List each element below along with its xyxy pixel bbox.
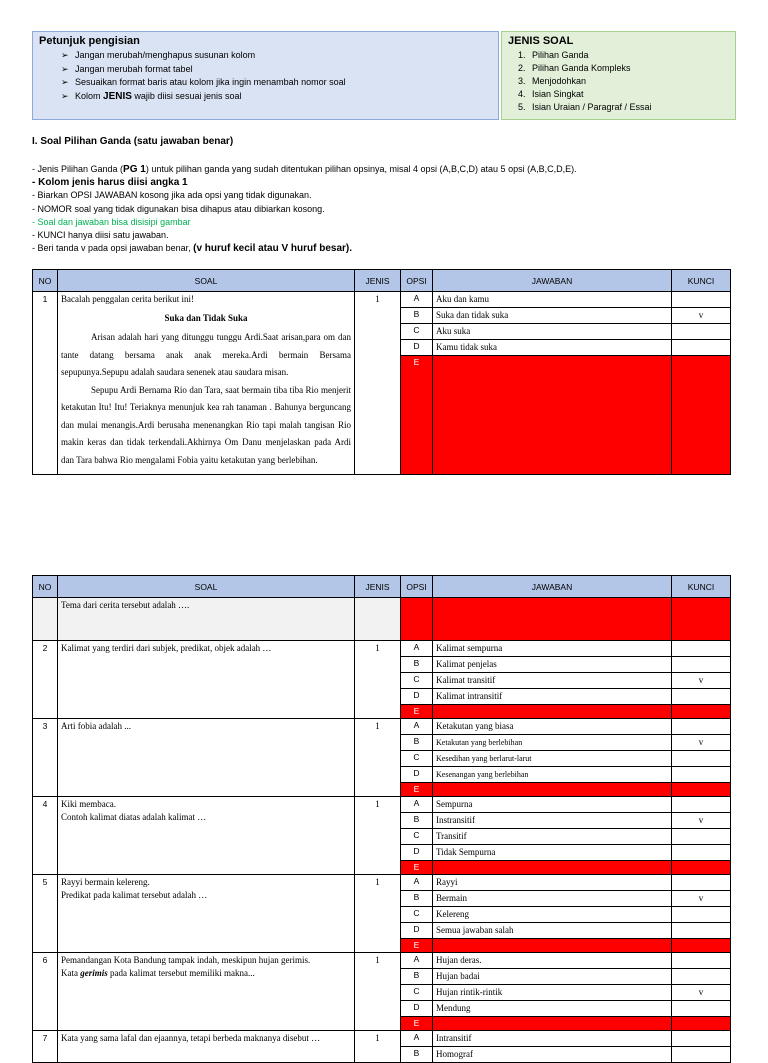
option-letter: C (401, 985, 433, 1001)
header-jawaban: JAWABAN (433, 576, 672, 598)
header-no: NO (33, 270, 58, 292)
table-row (33, 953, 731, 969)
option-answer[interactable]: Kesenangan yang berlebihan (433, 767, 672, 783)
arrow-bullet-icon: ➢ (61, 63, 69, 74)
instructions-box (32, 31, 499, 120)
question-text[interactable] (58, 953, 355, 1031)
option-letter: D (401, 845, 433, 861)
option-letter: C (401, 324, 433, 340)
note-line: - NOMOR soal yang tidak digunakan bisa dihapus atau dibiarkan kosong. (32, 203, 325, 214)
option-letter: A (401, 1031, 433, 1047)
option-answer[interactable]: Kalimat penjelas (433, 657, 672, 673)
option-answer[interactable]: Kesedihan yang berlarut-larut (433, 751, 672, 767)
header-jenis: JENIS (355, 270, 401, 292)
question-line: Kalimat yang terdiri dari subjek, predikat, objek adalah … (61, 643, 272, 653)
option-answer[interactable]: Bermain (433, 891, 672, 907)
question-table-2 (32, 575, 731, 1063)
question-text[interactable] (58, 292, 355, 475)
option-letter: E (401, 1017, 433, 1031)
option-key[interactable] (672, 1031, 731, 1047)
option-letter: B (401, 813, 433, 829)
question-number: 1 (33, 292, 58, 475)
option-answer[interactable]: Rayyi (433, 875, 672, 891)
question-number: 3 (33, 719, 58, 797)
option-key[interactable] (672, 340, 731, 356)
instruction-item: ➢ Sesuaikan format baris atau kolom jika ingin menambah nomor soal (61, 76, 492, 90)
story-title: Suka dan Tidak Suka (164, 313, 248, 323)
option-answer[interactable]: Kamu tidak suka (433, 340, 672, 356)
section-title: I. Soal Pilihan Ganda (satu jawaban benar) (32, 136, 234, 147)
question-type[interactable]: 1 (355, 875, 401, 953)
option-letter: E (401, 705, 433, 719)
option-answer[interactable]: Kalimat transitif (433, 673, 672, 689)
option-letter: D (401, 689, 433, 705)
arrow-bullet-icon: ➢ (61, 77, 69, 87)
question-table-1 (32, 269, 731, 475)
option-answer[interactable]: Semua jawaban salah (433, 923, 672, 939)
table-header-row (33, 576, 731, 598)
instruction-item: ➢ Kolom JENIS wajib diisi sesuai jenis soal (61, 90, 242, 102)
option-answer[interactable]: Aku suka (433, 324, 672, 340)
option-letter: B (401, 969, 433, 985)
option-answer[interactable]: Homograf (433, 1047, 672, 1063)
question-intro: Bacalah penggalan cerita berikut ini! (61, 294, 194, 304)
instruction-item: ➢ Jangan merubah format tabel (61, 63, 492, 77)
option-key-empty[interactable] (672, 783, 731, 797)
option-letter: C (401, 829, 433, 845)
option-key[interactable]: v (672, 735, 731, 751)
option-key-empty[interactable] (672, 1017, 731, 1031)
header-opsi: OPSI (401, 576, 433, 598)
option-answer[interactable]: Aku dan kamu (433, 292, 672, 308)
option-answer[interactable]: Kalimat intransitif (433, 689, 672, 705)
header-jenis: JENIS (355, 576, 401, 598)
option-answer[interactable]: Mendung (433, 1001, 672, 1017)
question-types-list (518, 49, 729, 114)
option-letter: C (401, 907, 433, 923)
question-number: 2 (33, 641, 58, 719)
question-type[interactable] (355, 598, 401, 641)
instructions-title: Petunjuk pengisian (39, 35, 140, 47)
question-text[interactable] (58, 875, 355, 953)
question-text[interactable] (58, 719, 355, 797)
option-key[interactable] (672, 324, 731, 340)
question-line: Contoh kalimat diatas adalah kalimat … (61, 812, 207, 822)
header-soal: SOAL (58, 270, 355, 292)
option-letter: D (401, 767, 433, 783)
option-answer-empty[interactable] (433, 939, 672, 953)
table-row (33, 598, 731, 641)
instruction-item: ➢ Jangan merubah/menghapus susunan kolom (61, 49, 492, 63)
question-text[interactable] (58, 1031, 355, 1063)
option-answer[interactable]: Sempurna (433, 797, 672, 813)
option-letter: E (401, 783, 433, 797)
question-line: Arti fobia adalah ... (61, 721, 131, 731)
option-key-empty[interactable] (672, 598, 731, 641)
header-kunci: KUNCI (672, 576, 731, 598)
option-letter: A (401, 641, 433, 657)
table-row (33, 875, 731, 891)
question-type[interactable]: 1 (355, 292, 401, 475)
option-key[interactable] (672, 657, 731, 673)
question-number: 4 (33, 797, 58, 875)
question-line: Kata yang sama lafal dan ejaannya, tetapi berbeda maknanya disebut … (61, 1033, 321, 1043)
question-text[interactable] (58, 641, 355, 719)
note-line: - Beri tanda v pada opsi jawaban benar, (v huruf kecil atau V huruf besar). (32, 243, 353, 255)
table-row (33, 1031, 731, 1047)
question-type[interactable]: 1 (355, 797, 401, 875)
option-letter: C (401, 673, 433, 689)
section-notes (32, 163, 732, 255)
question-type[interactable]: 1 (355, 1031, 401, 1063)
option-answer[interactable]: Hujan deras. (433, 953, 672, 969)
table-header-row (33, 270, 731, 292)
option-answer[interactable]: Hujan badai (433, 969, 672, 985)
option-answer[interactable]: Tidak Sempurna (433, 845, 672, 861)
table-row (33, 641, 731, 657)
note-line: - Biarkan OPSI JAWABAN kosong jika ada opsi yang tidak digunakan. (32, 190, 312, 201)
question-type-item: 3. Menjodohkan (518, 76, 587, 86)
question-type-item: 1. Pilihan Ganda (518, 50, 589, 60)
option-answer[interactable]: Instransitif (433, 813, 672, 829)
option-key[interactable] (672, 1001, 731, 1017)
option-letter: A (401, 292, 433, 308)
option-key[interactable] (672, 875, 731, 891)
option-letter: D (401, 340, 433, 356)
note-line: - Jenis Pilihan Ganda (PG 1) untuk pilihan ganda yang sudah ditentukan pilihan opsinya, misal 4 opsi (A,B,C,D) atau 5 opsi (A,B,C,D,E). (32, 164, 577, 175)
arrow-bullet-icon: ➢ (61, 90, 69, 101)
option-answer[interactable]: Transitif (433, 829, 672, 845)
question-type-item: 5. Isian Uraian / Paragraf / Essai (518, 102, 652, 112)
table-row (33, 797, 731, 813)
option-letter: D (401, 1001, 433, 1017)
header-jawaban: JAWABAN (433, 270, 672, 292)
option-key[interactable] (672, 829, 731, 845)
question-line: Predikat pada kalimat tersebut adalah … (61, 890, 208, 900)
option-key[interactable]: v (672, 673, 731, 689)
table-row (33, 292, 731, 308)
option-key[interactable]: v (672, 308, 731, 324)
question-line: Pemandangan Kota Bandung tampak indah, meskipun hujan gerimis. (61, 955, 311, 965)
question-type[interactable]: 1 (355, 953, 401, 1031)
question-line: Kata gerimis pada kalimat tersebut memiliki makna... (61, 968, 255, 978)
note-line: - Soal dan jawaban bisa disisipi gambar (32, 216, 191, 227)
option-answer-empty[interactable] (433, 356, 672, 475)
option-letter: B (401, 735, 433, 751)
option-letter: A (401, 797, 433, 813)
option-key[interactable] (672, 923, 731, 939)
option-answer[interactable]: Ketakutan yang berlebihan (433, 735, 672, 751)
option-key[interactable] (672, 689, 731, 705)
table-row (33, 719, 731, 735)
option-key[interactable] (672, 719, 731, 735)
option-answer[interactable]: Kelereng (433, 907, 672, 923)
question-line: Kiki membaca. (61, 799, 116, 809)
option-letter: E (401, 939, 433, 953)
option-key[interactable] (672, 953, 731, 969)
option-letter: B (401, 1047, 433, 1063)
option-key[interactable] (672, 751, 731, 767)
option-answer-empty[interactable] (433, 598, 672, 641)
option-key[interactable] (672, 907, 731, 923)
question-number: 5 (33, 875, 58, 953)
option-key[interactable]: v (672, 891, 731, 907)
option-letter: A (401, 719, 433, 735)
question-type-item: 4. Isian Singkat (518, 89, 584, 99)
option-key[interactable] (672, 767, 731, 783)
arrow-bullet-icon: ➢ (61, 50, 69, 60)
option-key[interactable] (672, 292, 731, 308)
option-key-empty[interactable] (672, 861, 731, 875)
option-key[interactable] (672, 969, 731, 985)
question-number: 6 (33, 953, 58, 1031)
header-soal: SOAL (58, 576, 355, 598)
question-number: 7 (33, 1031, 58, 1063)
option-letter: E (401, 356, 433, 475)
question-line: Rayyi bermain kelereng. (61, 877, 150, 887)
option-key[interactable]: v (672, 985, 731, 1001)
question-type[interactable]: 1 (355, 641, 401, 719)
option-letter-empty (401, 598, 433, 641)
question-type-item: 2. Pilihan Ganda Kompleks (518, 63, 631, 73)
option-letter: A (401, 953, 433, 969)
option-answer-empty[interactable] (433, 1017, 672, 1031)
option-key[interactable] (672, 641, 731, 657)
option-answer[interactable]: Kalimat sempurna (433, 641, 672, 657)
option-key[interactable] (672, 1047, 731, 1063)
option-answer[interactable]: Hujan rintik-rintik (433, 985, 672, 1001)
option-answer-empty[interactable] (433, 705, 672, 719)
option-letter: B (401, 891, 433, 907)
option-answer[interactable]: Ketakutan yang biasa (433, 719, 672, 735)
option-key[interactable] (672, 797, 731, 813)
header-kunci: KUNCI (672, 270, 731, 292)
option-letter: B (401, 657, 433, 673)
option-key-empty[interactable] (672, 939, 731, 953)
option-letter: A (401, 875, 433, 891)
question-number (33, 598, 58, 641)
option-letter: B (401, 308, 433, 324)
note-line: - KUNCI hanya diisi satu jawaban. (32, 230, 169, 241)
instructions-list (61, 49, 492, 103)
option-letter: E (401, 861, 433, 875)
option-letter: C (401, 751, 433, 767)
question-text[interactable]: Tema dari cerita tersebut adalah …. (58, 598, 355, 641)
option-answer[interactable]: Intransitif (433, 1031, 672, 1047)
question-types-title: JENIS SOAL (508, 35, 574, 47)
option-key[interactable]: v (672, 813, 731, 829)
option-answer[interactable]: Suka dan tidak suka (433, 308, 672, 324)
question-types-box (501, 31, 736, 120)
story-paragraph: Sepupu Ardi Bernama Rio dan Tara, saat bermain tiba tiba Rio menjerit ketakutan Itu! Itu! Teriaknya menunjuk kea rah tanaman . Bahunya berguncang dan mulai menangis.Ardi berusaha menenangkan Rio tapi malah tangisan Rio makin keras dan tidak terkendali.Akhirnya Om Danu menjelaskan pada Ardi dan Tara bahwa Rio mengalami Fobia yaitu ketakutan yang berlebihan. (61, 384, 351, 465)
option-letter: D (401, 923, 433, 939)
note-line: - Kolom jenis harus diisi angka 1 (32, 177, 188, 189)
story-paragraph: Arisan adalah hari yang ditunggu tunggu Ardi.Saat arisan,para om dan tante datang bersama anak anak mereka.Ardi bermain Bersama sepupunya.Sepupu adalah saudara senenek atau saudara misan. (61, 332, 351, 377)
option-answer-empty[interactable] (433, 783, 672, 797)
header-no: NO (33, 576, 58, 598)
question-type[interactable]: 1 (355, 719, 401, 797)
header-opsi: OPSI (401, 270, 433, 292)
option-key-empty[interactable] (672, 356, 731, 475)
option-key[interactable] (672, 845, 731, 861)
option-answer-empty[interactable] (433, 861, 672, 875)
question-text[interactable] (58, 797, 355, 875)
option-key-empty[interactable] (672, 705, 731, 719)
